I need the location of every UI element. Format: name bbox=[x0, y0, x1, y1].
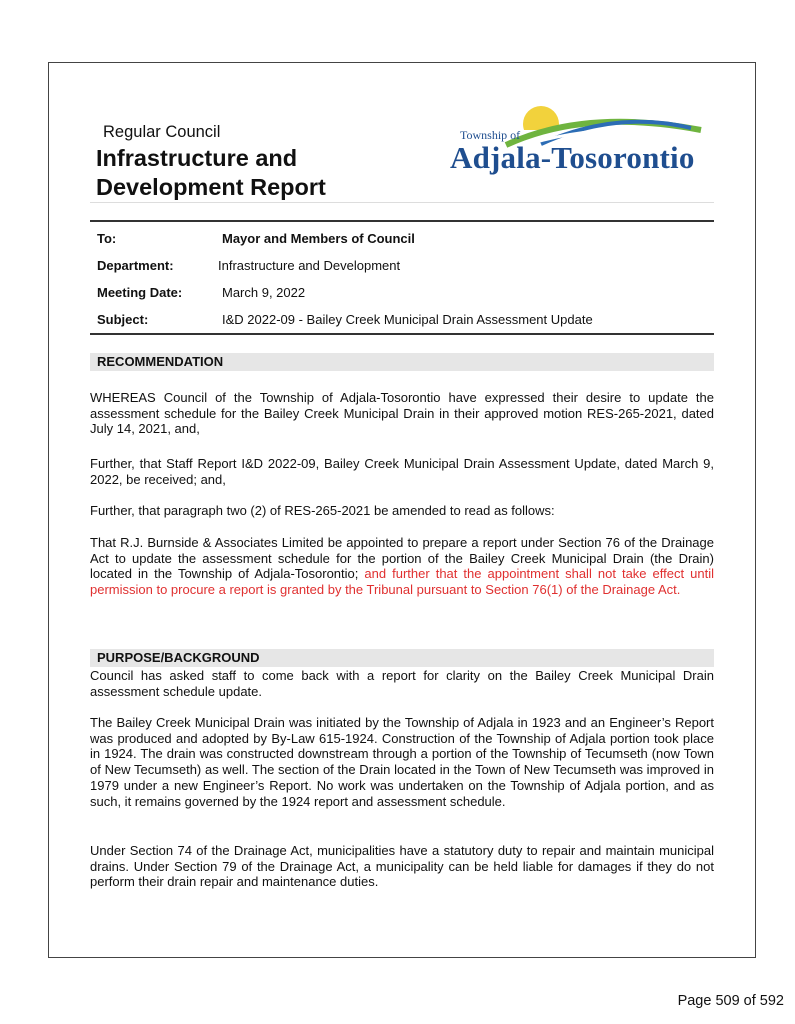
report-title-line1: Infrastructure and bbox=[96, 145, 298, 171]
meeting-date-value: March 9, 2022 bbox=[222, 285, 306, 300]
recommendation-heading-bar bbox=[90, 353, 714, 371]
amended-motion-highlight: and further that the appointment shall not take effect until permission to procure a report is granted by the Tribunal pursuant to Section 76(1) of the Drainage Act. bbox=[90, 566, 714, 598]
amended-motion-text: That R.J. Burnside & Associates Limited be appointed to prepare a report under Section 76 of the Drainage Act to update the assessment schedule for the portion of the Bailey Creek Municipal Drain (the Drain) located in the Township of Adjala-Tosorontio; bbox=[90, 535, 714, 582]
subject-value: I&D 2022-09 - Bailey Creek Municipal Drain Assessment Update bbox=[222, 312, 593, 327]
recommendation-paragraph-3: Further, that paragraph two (2) of RES-265-2021 be amended to read as follows: bbox=[90, 503, 555, 518]
purpose-heading: PURPOSE/BACKGROUND bbox=[97, 650, 260, 665]
meta-bottom-rule bbox=[90, 333, 714, 335]
report-kicker: Regular Council bbox=[103, 123, 221, 141]
purpose-heading-bar bbox=[90, 649, 714, 667]
subject-label: Subject: bbox=[97, 312, 149, 327]
recommendation-paragraph-1: WHEREAS Council of the Township of Adjala-Tosorontio have expressed their desire to update the assessment schedule for the Bailey Creek Municipal Drain in their approved motion RES-265-2021, dated July 14, 2021, and, bbox=[90, 390, 714, 437]
department-value: Infrastructure and Development bbox=[218, 258, 401, 273]
purpose-paragraph-3: Under Section 74 of the Drainage Act, municipalities have a statutory duty to repair and maintain municipal drains. Under Section 79 of the Drainage Act, a municipality can be held liable for damages if they do not perform their drain repair and maintenance duties. bbox=[90, 843, 714, 890]
meta-top-rule bbox=[90, 220, 714, 222]
report-title-line2: Development Report bbox=[96, 174, 326, 200]
logo-name: Adjala-Tosorontio bbox=[450, 140, 695, 175]
township-logo bbox=[446, 100, 716, 190]
meeting-date-label: Meeting Date: bbox=[97, 285, 183, 300]
recommendation-paragraph-2: Further, that Staff Report I&D 2022-09, Bailey Creek Municipal Drain Assessment Update, dated March 9, 2022, be received; and, bbox=[90, 456, 714, 487]
logo-township-of: Township of bbox=[460, 128, 521, 142]
page-number: Page 509 of 592 bbox=[677, 993, 784, 1009]
to-value: Mayor and Members of Council bbox=[222, 231, 415, 246]
to-label: To: bbox=[97, 231, 117, 246]
purpose-paragraph-1: Council has asked staff to come back with a report for clarity on the Bailey Creek Municipal Drain assessment schedule update. bbox=[90, 668, 714, 699]
report-title bbox=[96, 144, 326, 202]
recommendation-heading: RECOMMENDATION bbox=[97, 354, 224, 369]
header-divider bbox=[90, 202, 714, 203]
purpose-paragraph-2: The Bailey Creek Municipal Drain was initiated by the Township of Adjala in 1923 and an Engineer’s Report was produced and adopted by By-Law 615-1924. Construction of the Township of Adjala portion took place in 1924. The drain was constructed downstream through a portion of the Township of Tecumseth (now Town of New Tecumseth) as well. The section of the Drain located in the Town of New Tecumseth was improved in 1979 under a new Engineer’s Report. No work was undertaken on the Township of Adjala portion, and as such, it remains governed by the 1924 report and assessment schedule. bbox=[90, 715, 714, 809]
department-label: Department: bbox=[97, 258, 174, 273]
recommendation-paragraph-4 bbox=[90, 535, 714, 598]
